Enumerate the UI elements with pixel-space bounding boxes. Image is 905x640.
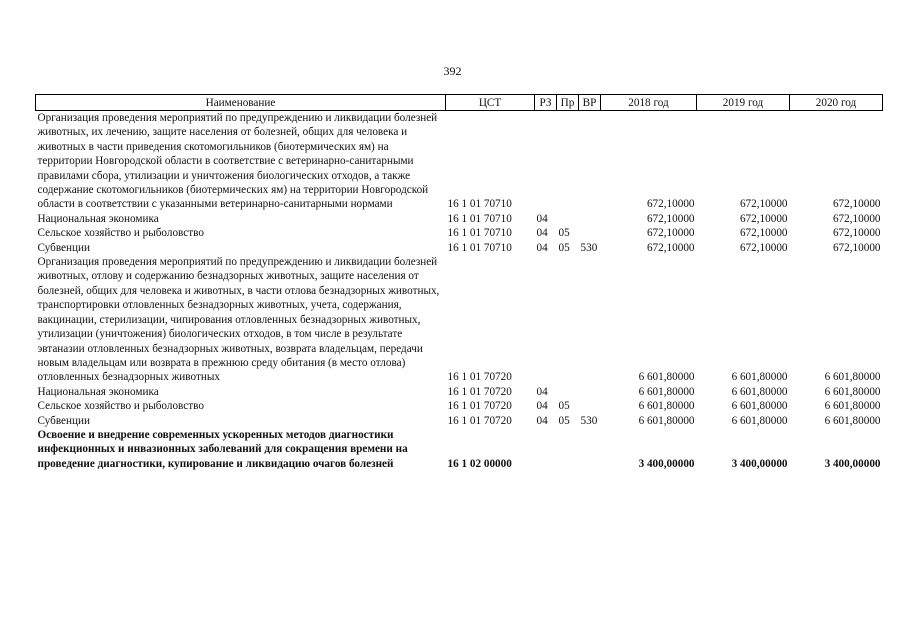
cell-2018: 3 400,00000: [638, 457, 695, 470]
table-body: [36, 111, 883, 472]
header-cst: ЦСТ: [446, 95, 535, 111]
cell-2018: 6 601,80000: [638, 400, 695, 413]
cell-pr: [557, 385, 579, 399]
cell-cst: 16 1 01 70720: [447, 371, 512, 384]
cell-vr: [579, 111, 601, 212]
cell-name: Освоение и внедрение современных ускоренных методов диагностики инфекционных и инвазионных заболеваний для сокращения времени на проведение диагностики, купирование и ликвидацию очагов болезней: [37, 428, 408, 470]
cell-vr: [579, 255, 601, 385]
cell-cst: 16 1 02 00000: [447, 457, 512, 470]
cell-name: Национальная экономика: [37, 385, 159, 398]
cell-pr: [557, 212, 579, 226]
header-2019: 2019 год: [697, 95, 790, 111]
cell-name: Национальная экономика: [37, 212, 159, 225]
cell-vr: [579, 226, 601, 240]
cell-rz: [535, 428, 557, 471]
cell-2019: 6 601,80000: [731, 385, 788, 398]
cell-pr: [557, 111, 579, 212]
cell-name: Организация проведения мероприятий по предупреждению и ликвидации болезней животных, отлову и содержанию безнадзорных животных, защите населения от болезней, общих для человека и животных, в части отлова безнадзорных животных, транспортировки отловленных безнадзорных животных, учета, содержания, вакцинации, стерилизации, чипирования отловленных безнадзорных животных, утилизации (уничтожения) биологических отходов, в том числе в результате эвтаназии отловленных безнадзорных животных, возврата владельцам, передачи новым владельцам или возврата в прежнюю среду обитания (в место отлова) отловленных безнадзорных животных: [37, 256, 440, 384]
cell-vr: [579, 428, 601, 471]
cell-2020: 672,10000: [832, 241, 881, 254]
cell-2019: 672,10000: [739, 198, 788, 211]
cell-cst: 16 1 01 70710: [447, 212, 512, 225]
cell-2020: 6 601,80000: [824, 400, 881, 413]
table-row: [36, 212, 883, 226]
cell-vr: [579, 399, 601, 413]
cell-vr: [579, 212, 601, 226]
cell-cst: 16 1 01 70720: [447, 385, 512, 398]
header-pr: Пр: [557, 95, 579, 111]
table-row: [36, 385, 883, 399]
cell-cst: 16 1 01 70710: [447, 227, 512, 240]
cell-2020: 3 400,00000: [824, 457, 881, 470]
budget-table: [35, 94, 883, 471]
cell-2018: 6 601,80000: [638, 414, 695, 427]
cell-pr: 05: [558, 227, 570, 240]
header-2018: 2018 год: [601, 95, 697, 111]
cell-pr: [557, 428, 579, 471]
cell-name: Субвенции: [37, 241, 90, 254]
page-number: 392: [443, 64, 462, 78]
cell-cst: 16 1 01 70720: [447, 400, 512, 413]
cell-rz: 04: [536, 414, 548, 427]
cell-rz: 04: [536, 227, 548, 240]
cell-vr: 530: [580, 414, 598, 427]
cell-2019: 6 601,80000: [731, 400, 788, 413]
cell-2019: 6 601,80000: [731, 371, 788, 384]
header-name: Наименование: [36, 95, 446, 111]
cell-pr: 05: [558, 400, 570, 413]
header-rz: РЗ: [535, 95, 557, 111]
cell-2020: 6 601,80000: [824, 414, 881, 427]
table-row: [36, 241, 883, 255]
cell-rz: [535, 111, 557, 212]
cell-rz: 04: [536, 385, 548, 398]
cell-rz: 04: [536, 400, 548, 413]
cell-2020: 672,10000: [832, 212, 881, 225]
cell-2018: 6 601,80000: [638, 385, 695, 398]
cell-rz: 04: [536, 212, 548, 225]
table-row: [36, 111, 883, 212]
cell-name: Сельское хозяйство и рыболовство: [37, 400, 204, 413]
cell-2020: 672,10000: [832, 227, 881, 240]
cell-cst: 16 1 01 70710: [447, 241, 512, 254]
cell-name: Сельское хозяйство и рыболовство: [37, 227, 204, 240]
header-vr: ВР: [579, 95, 601, 111]
cell-vr: 530: [580, 241, 598, 254]
cell-2019: 672,10000: [739, 227, 788, 240]
cell-pr: 05: [558, 414, 570, 427]
cell-2019: 6 601,80000: [731, 414, 788, 427]
cell-name: Организация проведения мероприятий по предупреждению и ликвидации болезней животных, их лечению, защите населения от болезней, общих для человека и животных в части приведения скотомогильников (биотермических ям) на территории Новгородской области в соответствие с ветеринарно-санитарными правилами сбора, утилизации и уничтожения биологических отходов, а также содержание скотомогильников (биотермических ям) на территории Новгородской области в соответствии с указанными ветеринарно-санитарными нормами: [37, 112, 438, 211]
cell-rz: 04: [536, 241, 548, 254]
cell-2019: 672,10000: [739, 241, 788, 254]
cell-2018: 672,10000: [646, 227, 695, 240]
cell-2018: 672,10000: [646, 198, 695, 211]
cell-2020: 6 601,80000: [824, 385, 881, 398]
table-row: [36, 399, 883, 413]
table-row: [36, 428, 883, 471]
cell-name: Субвенции: [37, 414, 90, 427]
table-row: [36, 226, 883, 240]
table-header-row: [36, 95, 883, 111]
cell-2018: 672,10000: [646, 241, 695, 254]
header-2020: 2020 год: [790, 95, 883, 111]
cell-pr: [557, 255, 579, 385]
cell-2019: 672,10000: [739, 212, 788, 225]
cell-vr: [579, 385, 601, 399]
cell-2018: 6 601,80000: [638, 371, 695, 384]
cell-pr: 05: [558, 241, 570, 254]
table-row: [36, 414, 883, 428]
cell-cst: 16 1 01 70720: [447, 414, 512, 427]
cell-rz: [535, 255, 557, 385]
cell-2020: 6 601,80000: [824, 371, 881, 384]
cell-2019: 3 400,00000: [731, 457, 788, 470]
cell-2018: 672,10000: [646, 212, 695, 225]
cell-cst: 16 1 01 70710: [447, 198, 512, 211]
cell-2020: 672,10000: [832, 198, 881, 211]
table-row: [36, 255, 883, 385]
